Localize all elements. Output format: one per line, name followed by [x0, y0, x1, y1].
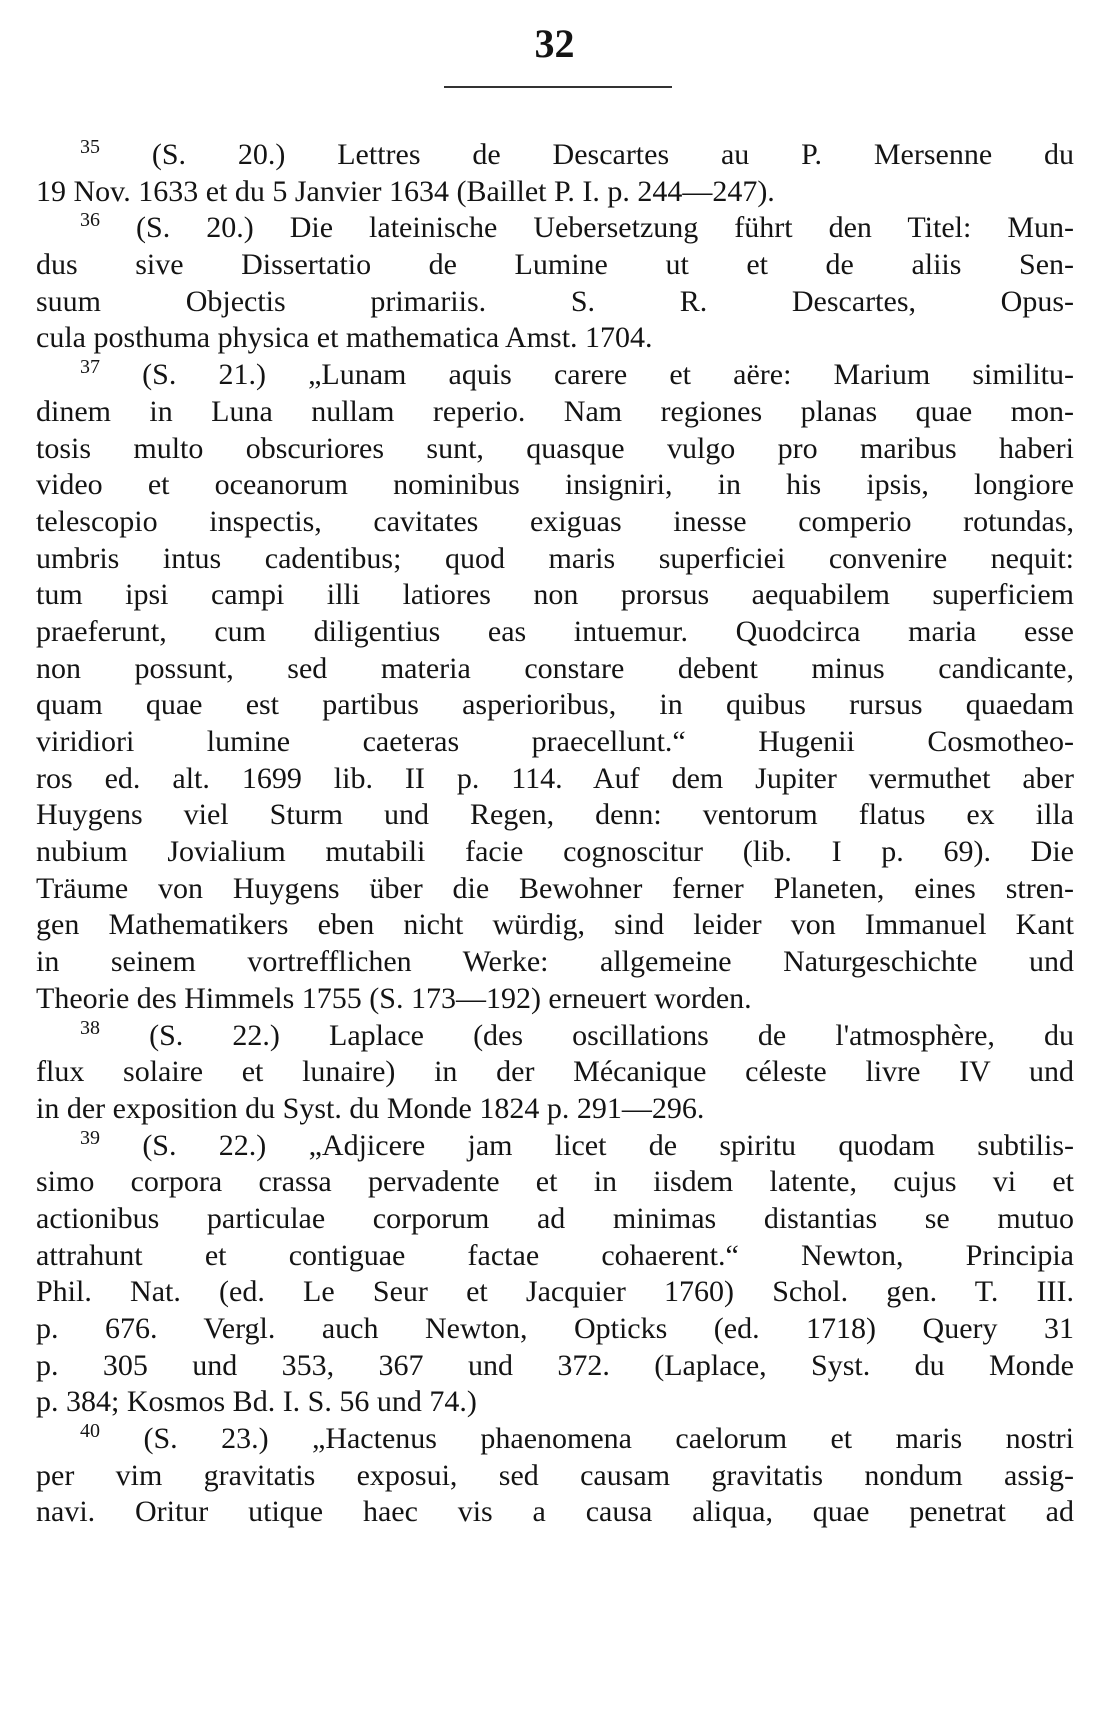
footnote-line — [36, 1384, 1074, 1421]
footnote-text: flux solaire et lunaire) in der Mécanique céleste livre IV und — [36, 1055, 1074, 1089]
footnote-line — [36, 541, 1074, 578]
footnote-line — [36, 1164, 1074, 1201]
footnote-line — [36, 981, 1074, 1018]
footnote-line — [36, 504, 1074, 541]
footnote-line — [36, 1238, 1074, 1275]
footnote-text: p. 676. Vergl. auch Newton, Opticks (ed. 1718) Query 31 — [36, 1312, 1074, 1345]
footnote-line — [36, 1494, 1074, 1531]
footnote-number: 38 — [80, 1017, 100, 1039]
footnote-line — [36, 1311, 1074, 1348]
footnote-line — [36, 210, 1074, 247]
footnote-line — [36, 1091, 1074, 1128]
footnote-line — [36, 944, 1074, 981]
footnote-number: 39 — [80, 1127, 100, 1149]
footnote-text: telescopio inspectis, cavitates exiguas inesse comperio rotundas, — [36, 504, 1074, 538]
footnote-line — [36, 247, 1074, 284]
footnote-text: nubium Jovialium mutabili facie cognoscitur (lib. I p. 69). Die — [36, 835, 1074, 869]
footnote-text: attrahunt et contiguae factae cohaerent.“ Newton, Principia — [36, 1238, 1074, 1272]
footnote-text: suum Objectis primariis. S. R. Descartes, Opus- — [36, 284, 1074, 318]
footnote-number: 36 — [80, 210, 100, 232]
footnote-text: (S. 22.) „Adjicere jam licet de spiritu quodam subtilis- — [142, 1128, 1074, 1162]
footnote-line — [36, 907, 1074, 944]
footnote-line — [36, 687, 1074, 724]
footnote-line — [36, 1274, 1074, 1311]
footnote-line — [36, 1054, 1074, 1091]
footnote-text: actionibus particulae corporum ad minimas distantias se mutuo — [36, 1201, 1074, 1235]
footnote-text: in seinem vortrefflichen Werke: allgemeine Naturgeschichte und — [36, 945, 1074, 979]
footnote-text: tum ipsi campi illi latiores non prorsus aequabilem superficiem — [36, 578, 1074, 612]
footnote-line — [36, 431, 1074, 468]
footnote-line — [36, 871, 1074, 908]
footnote-text: p. 305 und 353, 367 und 372. (Laplace, Syst. du Monde — [36, 1348, 1074, 1382]
footnote-number: 35 — [80, 137, 100, 158]
footnote-line — [36, 394, 1074, 431]
footnote-text: video et oceanorum nominibus insigniri, in his ipsis, longiore — [36, 468, 1074, 502]
footnote-text: in der exposition du Syst. du Monde 1824 p. 291—296. — [36, 1091, 705, 1125]
footnote-text: simo corpora crassa pervadente et in iisdem latente, cujus vi et — [36, 1165, 1074, 1199]
footnote-line — [36, 797, 1074, 834]
footnote-line — [36, 724, 1074, 761]
footnote-line — [36, 1421, 1074, 1458]
footnote-text: (S. 20.) Lettres de Descartes au P. Mersenne du — [151, 138, 1074, 171]
footnote-line — [36, 1128, 1074, 1165]
footnotes-body — [36, 137, 1074, 1531]
header-rule — [444, 86, 672, 88]
footnote-line — [36, 284, 1074, 321]
footnote-text: non possunt, sed materia constare debent minus candicante, — [36, 651, 1074, 685]
footnote-text: viridiori lumine caeteras praecellunt.“ Hugenii Cosmotheo- — [36, 725, 1074, 758]
footnote-text: Phil. Nat. (ed. Le Seur et Jacquier 1760) Schol. gen. T. III. — [36, 1275, 1074, 1309]
footnote-line — [36, 761, 1074, 798]
footnote-text: (S. 20.) Die lateinische Uebersetzung führt den Titel: Mun- — [136, 211, 1074, 245]
footnote-text: cula posthuma physica et mathematica Amst. 1704. — [36, 321, 653, 355]
footnote-number: 37 — [80, 357, 100, 379]
footnote-line — [36, 1348, 1074, 1385]
footnote-text: tosis multo obscuriores sunt, quasque vulgo pro maribus haberi — [36, 431, 1074, 465]
footnote-text: 19 Nov. 1633 et du 5 Janvier 1634 (Baillet P. I. p. 244—247). — [36, 174, 775, 208]
footnote-line — [36, 467, 1074, 504]
footnote-number: 40 — [80, 1421, 100, 1443]
footnote-line — [36, 834, 1074, 871]
footnote-text: Huygens viel Sturm und Regen, denn: ventorum flatus ex illa — [36, 798, 1074, 832]
footnote-line — [36, 357, 1074, 394]
footnote-text: (S. 21.) „Lunam aquis carere et aëre: Marium similitu- — [142, 358, 1074, 392]
page-number: 32 — [534, 21, 575, 66]
footnote-line — [36, 1458, 1074, 1495]
footnote-text: praeferunt, cum diligentius eas intuemur. Quodcirca maria esse — [36, 614, 1074, 648]
footnote-text: navi. Oritur utique haec vis a causa aliqua, quae penetrat ad — [36, 1495, 1074, 1529]
footnote-text: quam quae est partibus asperioribus, in quibus rursus quaedam — [36, 688, 1074, 722]
footnote-text: p. 384; Kosmos Bd. I. S. 56 und 74.) — [36, 1385, 477, 1419]
footnote-line — [36, 651, 1074, 688]
footnote-text: umbris intus cadentibus; quod maris superficiei convenire nequit: — [36, 541, 1074, 575]
footnote-line — [36, 174, 1074, 211]
footnote-text: gen Mathematikers eben nicht würdig, sind leider von Immanuel Kant — [36, 908, 1074, 942]
footnote-text: ros ed. alt. 1699 lib. II p. 114. Auf dem Jupiter vermuthet aber — [36, 761, 1074, 795]
footnote-line — [36, 614, 1074, 651]
footnote-line — [36, 577, 1074, 614]
footnote-line — [36, 137, 1074, 174]
footnote-text: dus sive Dissertatio de Lumine ut et de aliis Sen- — [36, 248, 1074, 282]
footnote-text: Träume von Huygens über die Bewohner ferner Planeten, eines stren- — [36, 871, 1074, 905]
footnote-text: dinem in Luna nullam reperio. Nam regiones planas quae mon- — [36, 394, 1074, 428]
footnote-text: per vim gravitatis exposui, sed causam gravitatis nondum assig- — [36, 1458, 1074, 1492]
footnote-text: (S. 23.) „Hactenus phaenomena caelorum et maris nostri — [143, 1422, 1074, 1456]
footnote-text: Theorie des Himmels 1755 (S. 173—192) erneuert worden. — [36, 981, 752, 1015]
footnote-text: (S. 22.) Laplace (des oscillations de l'atmosphère, du — [149, 1018, 1074, 1052]
footnote-line — [36, 1018, 1074, 1055]
footnote-line — [36, 320, 1074, 357]
footnote-line — [36, 1201, 1074, 1238]
